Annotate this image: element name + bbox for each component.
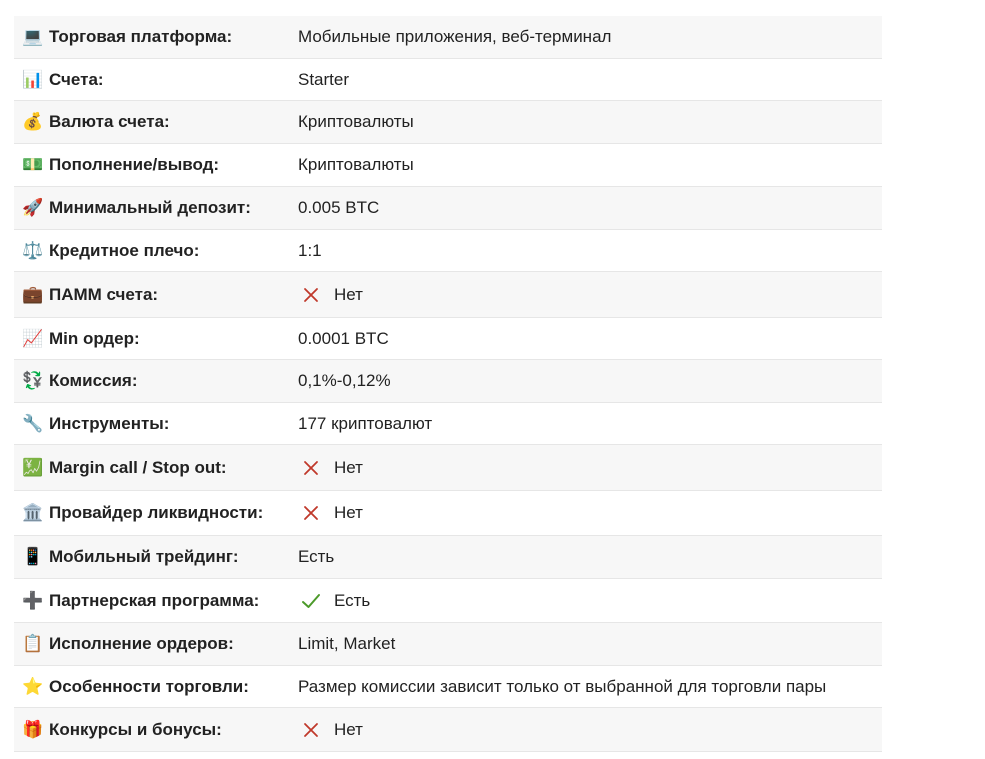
cross-icon (300, 719, 322, 741)
row-value (290, 241, 882, 261)
row-value (290, 284, 882, 306)
row-value (290, 198, 882, 218)
banknote-icon: 💵 (22, 155, 44, 175)
star-icon: ⭐ (22, 676, 44, 697)
cross-icon (300, 502, 322, 524)
row-value (290, 590, 882, 612)
row-label-text: Исполнение ордеров: (49, 634, 234, 653)
row-label-text: Партнерская программа: (49, 590, 260, 610)
row-value-text: Limit, Market (298, 634, 396, 653)
row-value (290, 70, 882, 90)
row-value (290, 502, 882, 524)
row-value (290, 414, 882, 434)
row-label (14, 677, 290, 697)
row-label (14, 458, 290, 478)
row-value-text: Нет (334, 457, 363, 477)
table-row (14, 187, 882, 230)
row-label-text: Провайдер ликвидности: (49, 503, 264, 522)
chart-up-icon: 📈 (22, 328, 44, 349)
row-value-text: Криптовалюты (298, 112, 414, 131)
row-value (290, 329, 882, 349)
row-value-text: Нет (334, 503, 363, 522)
clipboard-icon: 📋 (22, 634, 44, 654)
table-row (14, 101, 882, 144)
row-label (14, 155, 290, 175)
briefcase-icon: 💼 (22, 284, 44, 305)
row-label-text: Мобильный трейдинг: (49, 547, 239, 566)
row-label (14, 285, 290, 305)
row-label (14, 241, 290, 261)
row-label-text: Min ордер: (49, 328, 140, 348)
table-row (14, 318, 882, 360)
row-label (14, 112, 290, 132)
table-row (14, 59, 882, 101)
gift-icon: 🎁 (22, 719, 44, 740)
row-label-text: Комиссия: (49, 371, 138, 390)
row-value (290, 677, 882, 697)
row-value-text: Размер комиссии зависит только от выбранной для торговли пары (298, 676, 827, 696)
row-label (14, 591, 290, 611)
rocket-icon: 🚀 (22, 198, 44, 218)
laptop-icon: 💻 (22, 27, 44, 47)
row-value-text: 177 криптовалют (298, 413, 433, 433)
broker-info-table (14, 16, 882, 752)
row-label (14, 27, 290, 47)
bank-building-icon: 🏛️ (22, 503, 44, 523)
row-label-text: ПАММ счета: (49, 284, 159, 304)
row-value-text: 1:1 (298, 240, 322, 260)
row-label (14, 414, 290, 434)
row-label-text: Конкурсы и бонусы: (49, 719, 222, 739)
row-label-text: Кредитное плечо: (49, 240, 200, 260)
currency-exchange-icon: 💱 (22, 371, 44, 391)
row-label (14, 371, 290, 391)
table-row (14, 272, 882, 318)
row-value-text: Нет (334, 719, 363, 739)
row-value-text: Криптовалюты (298, 155, 414, 174)
bar-chart-icon: 📊 (22, 69, 44, 90)
row-value (290, 457, 882, 479)
table-row (14, 708, 882, 752)
table-row (14, 666, 882, 708)
row-label-text: Особенности торговли: (49, 676, 249, 696)
check-icon (300, 590, 322, 612)
row-value-text: 0.005 BTC (298, 198, 380, 217)
row-value (290, 112, 882, 132)
row-value (290, 27, 882, 47)
row-label (14, 720, 290, 740)
row-value (290, 719, 882, 741)
row-label-text: Минимальный депозит: (49, 198, 251, 217)
row-label-text: Инструменты: (49, 413, 170, 433)
chart-yen-icon: 💹 (22, 457, 44, 478)
table-row (14, 623, 882, 666)
row-label-text: Счета: (49, 69, 104, 89)
row-value (290, 371, 882, 391)
row-value (290, 547, 882, 567)
row-value (290, 634, 882, 654)
row-value-text: Нет (334, 284, 363, 304)
table-row (14, 403, 882, 445)
cross-icon (300, 457, 322, 479)
wrench-icon: 🔧 (22, 413, 44, 434)
row-label (14, 634, 290, 654)
row-label (14, 70, 290, 90)
row-label-text: Торговая платформа: (49, 27, 233, 46)
cross-icon (300, 284, 322, 306)
table-row (14, 445, 882, 491)
row-label-text: Валюта счета: (49, 112, 170, 131)
row-value-text: Starter (298, 69, 350, 89)
scales-icon: ⚖️ (22, 240, 44, 261)
plus-icon: ➕ (22, 590, 44, 611)
table-row (14, 16, 882, 59)
table-row (14, 536, 882, 579)
row-value (290, 155, 882, 175)
row-value-text: Мобильные приложения, веб-терминал (298, 27, 612, 46)
row-value-text: 0.0001 BTC (298, 328, 389, 348)
row-label (14, 198, 290, 218)
table-row (14, 360, 882, 403)
table-row (14, 579, 882, 623)
row-label (14, 547, 290, 567)
row-value-text: 0,1%-0,12% (298, 371, 391, 390)
row-value-text: Есть (334, 590, 371, 610)
row-label (14, 329, 290, 349)
table-row (14, 491, 882, 536)
row-value-text: Есть (298, 547, 335, 566)
table-row (14, 230, 882, 272)
row-label-text: Пополнение/вывод: (49, 155, 220, 174)
row-label-text: Margin call / Stop out: (49, 457, 227, 477)
table-row (14, 144, 882, 187)
mobile-phone-icon: 📱 (22, 547, 44, 567)
row-label (14, 503, 290, 523)
money-bag-icon: 💰 (22, 112, 44, 132)
